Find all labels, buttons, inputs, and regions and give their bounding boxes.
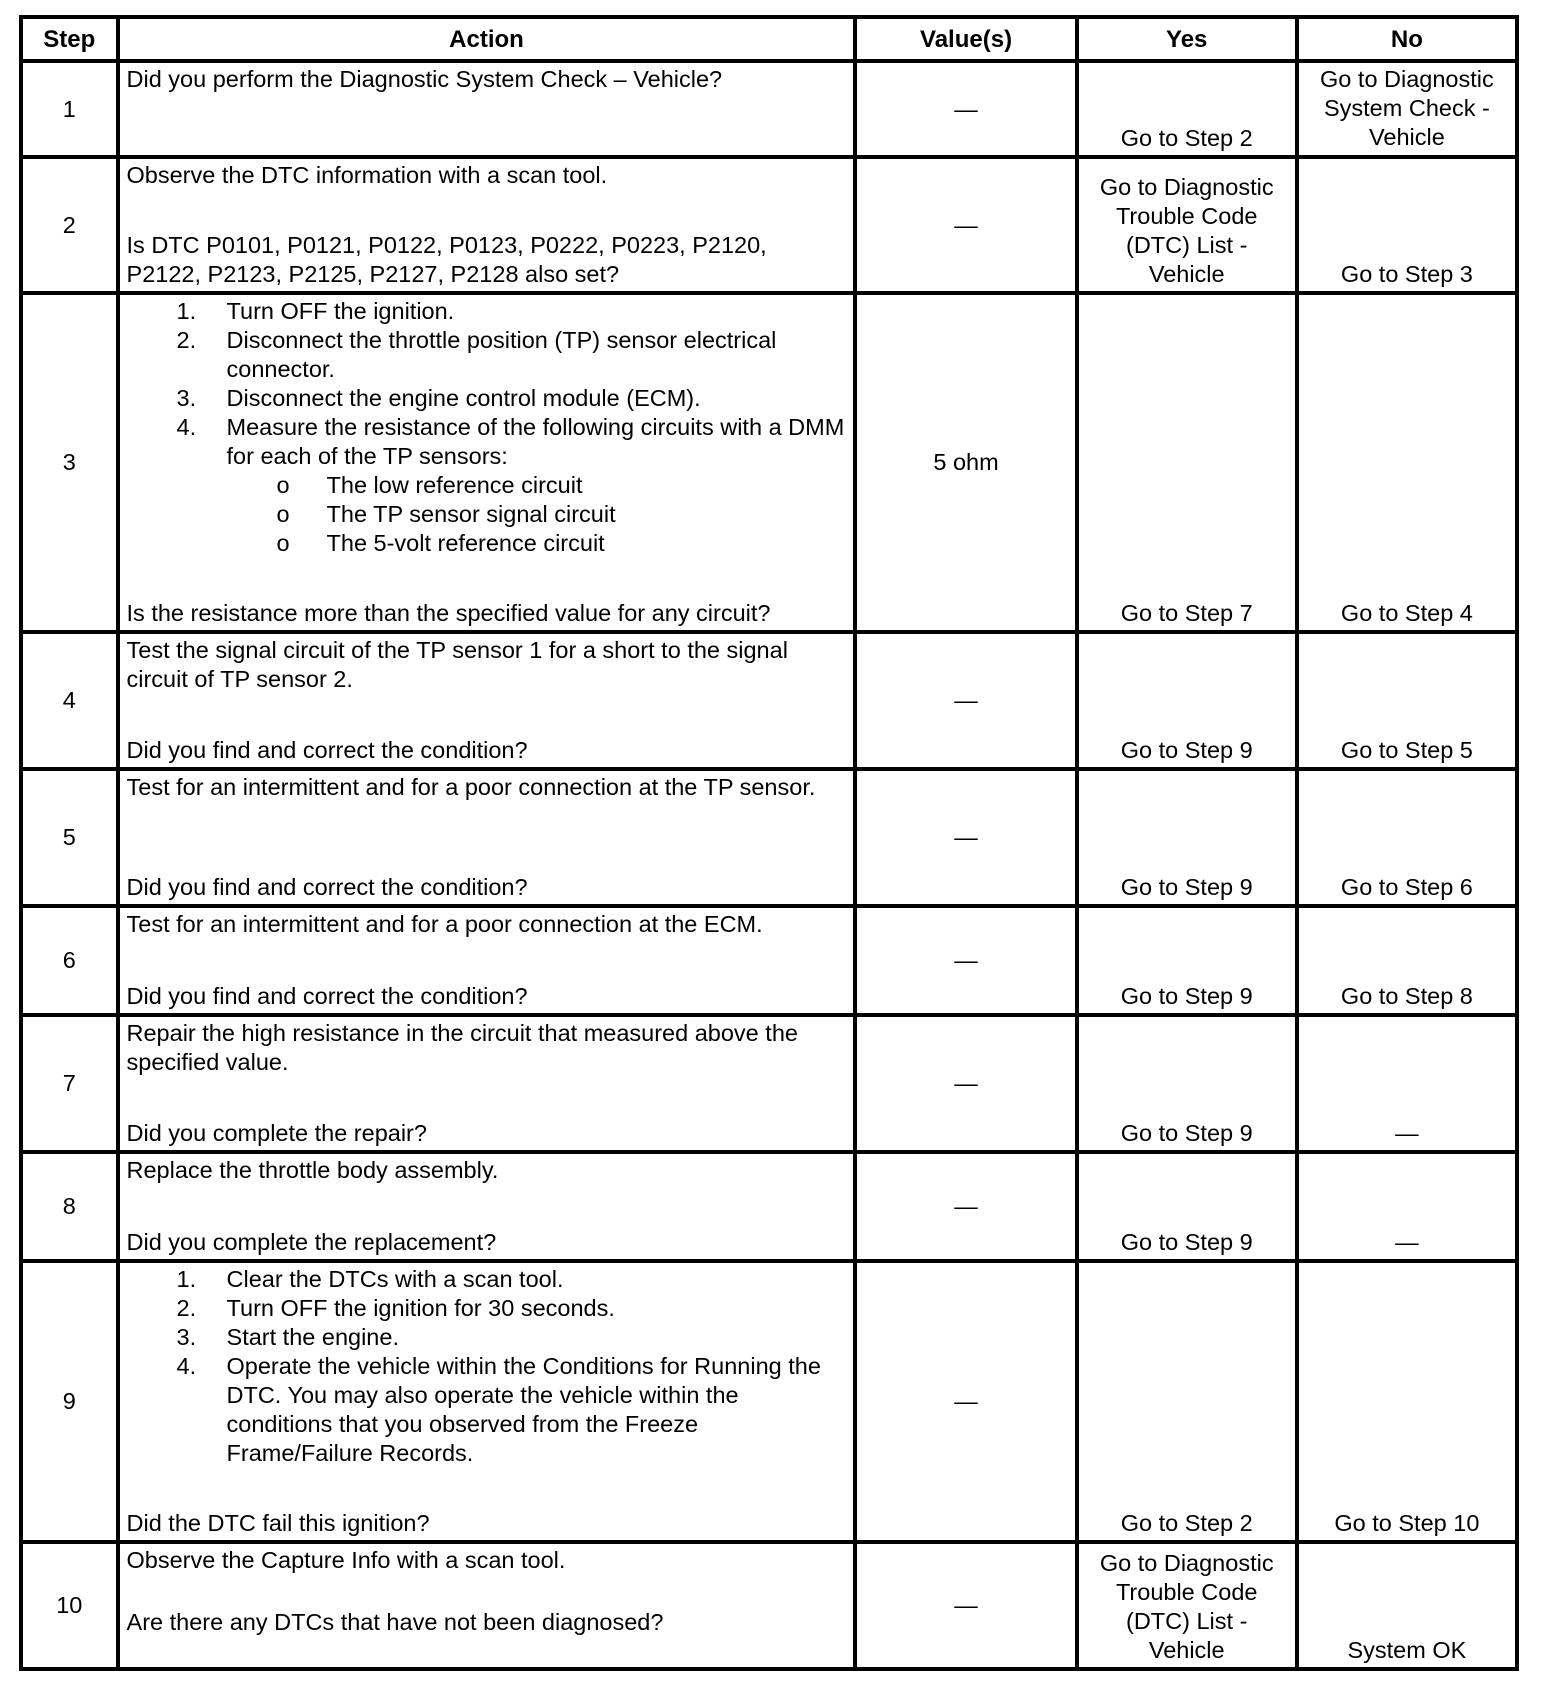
- step-value: —: [855, 61, 1076, 157]
- step-number: 7: [21, 1015, 118, 1152]
- action-question: Are there any DTCs that have not been diagnosed?: [126, 1608, 664, 1635]
- step-value: —: [855, 1015, 1076, 1152]
- table-row: [21, 1542, 1517, 1669]
- yes-result: Go to Step 2: [1077, 1261, 1297, 1541]
- action-question: Did you complete the replacement?: [126, 1229, 497, 1256]
- step-number: 5: [21, 769, 118, 906]
- yes-result: Go to Diagnostic Trouble Code (DTC) List - Vehicle: [1077, 1542, 1297, 1669]
- table-row: [21, 157, 1517, 293]
- circuit-list: [127, 471, 847, 558]
- action-instruction: Test for an intermittent and for a poor connection at the ECM.: [126, 910, 763, 937]
- step-value: —: [855, 1152, 1076, 1261]
- step-action: [118, 906, 856, 1015]
- no-result: Go to Step 10: [1297, 1261, 1517, 1541]
- action-question: Is DTC P0101, P0121, P0122, P0123, P0222, P0223, P2120, P2122, P2123, P2125, P2127, P2128 also set?: [126, 232, 767, 288]
- no-result: —: [1297, 1015, 1517, 1152]
- table-row: [21, 1261, 1517, 1541]
- header-row: [21, 17, 1517, 61]
- step-value: —: [855, 1542, 1076, 1669]
- yes-result: Go to Step 9: [1077, 1015, 1297, 1152]
- yes-result: Go to Step 9: [1077, 906, 1297, 1015]
- step-action: [118, 632, 856, 769]
- substep: 3. Disconnect the engine control module (ECM).: [176, 385, 701, 412]
- yes-result: Go to Diagnostic Trouble Code (DTC) List - Vehicle: [1077, 157, 1297, 293]
- step-value: —: [855, 1261, 1076, 1541]
- no-result: Go to Diagnostic System Check - Vehicle: [1297, 61, 1517, 157]
- step-action: [118, 157, 856, 293]
- substep: 2. Disconnect the throttle position (TP) sensor electrical connector.: [176, 327, 777, 383]
- step-number: 2: [21, 157, 118, 293]
- table-row: [21, 1015, 1517, 1152]
- no-result: Go to Step 4: [1297, 293, 1517, 631]
- step-number: 8: [21, 1152, 118, 1261]
- circuit-item: o The TP sensor signal circuit: [276, 501, 616, 528]
- step-value: 5 ohm: [855, 293, 1076, 631]
- step-number: 1: [21, 61, 118, 157]
- no-result: Go to Step 5: [1297, 632, 1517, 769]
- step-action: [118, 1542, 856, 1669]
- yes-result: Go to Step 2: [1077, 61, 1297, 157]
- no-result: —: [1297, 1152, 1517, 1261]
- step-value: —: [855, 157, 1076, 293]
- table-row: [21, 61, 1517, 157]
- table-row: [21, 769, 1517, 906]
- action-question: Did you find and correct the condition?: [126, 873, 528, 900]
- action-question: Is the resistance more than the specified value for any circuit?: [126, 599, 771, 626]
- substep: 3. Start the engine.: [176, 1324, 399, 1351]
- action-instruction: Replace the throttle body assembly.: [126, 1157, 499, 1184]
- header-yes: Yes: [1077, 17, 1297, 61]
- yes-result: Go to Step 9: [1077, 769, 1297, 906]
- step-action: [118, 769, 856, 906]
- substep: 1. Clear the DTCs with a scan tool.: [176, 1266, 564, 1293]
- step-action: [118, 1152, 856, 1261]
- action-question: Did you perform the Diagnostic System Check – Vehicle?: [126, 66, 723, 92]
- table-row: [21, 293, 1517, 631]
- action-question: Did you complete the repair?: [126, 1120, 427, 1147]
- action-instruction: Observe the DTC information with a scan tool.: [126, 162, 608, 189]
- no-result: System OK: [1297, 1542, 1517, 1669]
- action-question: Did you find and correct the condition?: [126, 736, 528, 763]
- action-instruction: Test the signal circuit of the TP sensor 1 for a short to the signal circuit of TP sensor 2.: [126, 636, 788, 692]
- table-row: [21, 906, 1517, 1015]
- no-result: Go to Step 3: [1297, 157, 1517, 293]
- step-number: 6: [21, 906, 118, 1015]
- substep: 2. Turn OFF the ignition for 30 seconds.: [176, 1295, 615, 1322]
- step-value: —: [855, 769, 1076, 906]
- action-instruction: Test for an intermittent and for a poor connection at the TP sensor.: [126, 773, 816, 800]
- header-step: Step: [21, 17, 118, 61]
- step-action: [118, 1015, 856, 1152]
- header-action: Action: [118, 17, 856, 61]
- header-values: Value(s): [855, 17, 1076, 61]
- action-instruction: Repair the high resistance in the circuit that measured above the specified value.: [126, 1020, 798, 1076]
- no-result: Go to Step 8: [1297, 906, 1517, 1015]
- header-no: No: [1297, 17, 1517, 61]
- circuit-item: o The 5-volt reference circuit: [276, 530, 605, 557]
- yes-result: Go to Step 7: [1077, 293, 1297, 631]
- step-number: 9: [21, 1261, 118, 1541]
- substep-list: [127, 297, 847, 471]
- substep-list: [127, 1265, 847, 1468]
- substep: 4. Measure the resistance of the following circuits with a DMM for each of the TP sensors:: [176, 414, 845, 470]
- no-result: Go to Step 6: [1297, 769, 1517, 906]
- step-action: [118, 61, 856, 157]
- step-number: 10: [21, 1542, 118, 1669]
- substep: 4. Operate the vehicle within the Conditions for Running the DTC. You may also operate the vehicle within the conditions that you observed from the Freeze Frame/Failure Records.: [176, 1353, 821, 1467]
- step-action: [118, 1261, 856, 1541]
- yes-result: Go to Step 9: [1077, 632, 1297, 769]
- action-question: Did you find and correct the condition?: [126, 983, 528, 1010]
- circuit-item: o The low reference circuit: [276, 472, 583, 499]
- step-value: —: [855, 906, 1076, 1015]
- action-instruction: Observe the Capture Info with a scan tool.: [126, 1546, 566, 1573]
- diagnostic-steps-table: [19, 15, 1519, 1671]
- table-row: [21, 632, 1517, 769]
- yes-result: Go to Step 9: [1077, 1152, 1297, 1261]
- step-value: —: [855, 632, 1076, 769]
- action-question: Did the DTC fail this ignition?: [126, 1509, 430, 1536]
- substep: 1. Turn OFF the ignition.: [176, 298, 455, 325]
- step-number: 4: [21, 632, 118, 769]
- step-number: 3: [21, 293, 118, 631]
- table-row: [21, 1152, 1517, 1261]
- step-action: [118, 293, 856, 631]
